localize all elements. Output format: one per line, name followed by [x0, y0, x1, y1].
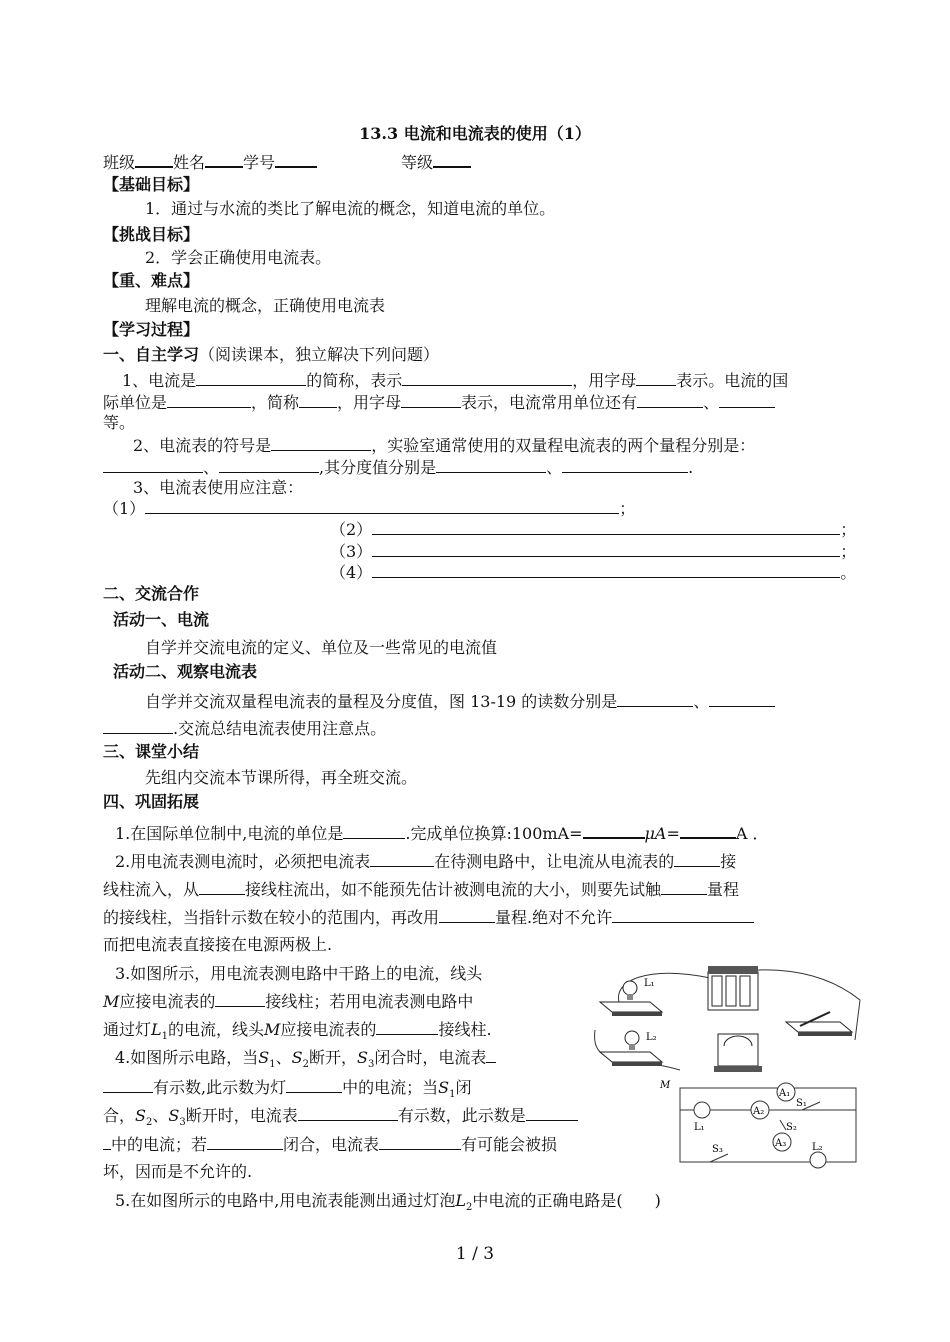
q1-line1: 1、电流是 的简称，表示 ，用字母 表示。电流的国 — [122, 371, 789, 390]
problem-3-line1: 3.如图所示，用电流表测电路中干路上的电流，线头 — [115, 964, 483, 983]
problem-3-line2: M应接电流表的 接线柱；若用电流表测电路中 — [103, 992, 474, 1011]
q2-line1: 2、电流表的符号是 ，实验室通常使用的双量程电流表的两个量程分别是： — [133, 436, 756, 455]
fig-label-m: M — [660, 1080, 671, 1091]
switch-board-icon — [786, 1012, 852, 1036]
fig-label-s1: S₁ — [796, 1098, 807, 1109]
battery-icon — [708, 966, 758, 1010]
part3-heading: 三、课堂小结 — [103, 742, 200, 761]
process-heading: 【学习过程】 — [103, 320, 200, 339]
problem-3-line3: 通过灯$L_1$的电流，线头M应接电流表的 接线柱. — [103, 1020, 492, 1043]
fig-label-l1-schematic: L₁ — [694, 1122, 705, 1133]
challenge-goal-item: 2．学会正确使用电流表。 — [145, 248, 332, 267]
fig-label-l2: L₂ — [646, 1032, 657, 1043]
basic-goal-item: 1．通过与水流的类比了解电流的概念，知道电流的单位。 — [145, 199, 556, 218]
problem-2-line1: 2.用电流表测电流时，必须把电流表 在待测电路中，让电流从电流表的 接 — [115, 852, 737, 871]
part3-text: 先组内交流本节课所得，再全班交流。 — [145, 768, 418, 787]
part1-heading: 一、自主学习（阅读课本，独立解决下列问题） — [103, 345, 440, 364]
q1-line2: 际单位是 ，简称 ，用字母 表示，电流常用单位还有 、 — [103, 391, 775, 414]
activity1-heading: 活动一、电流 — [113, 610, 210, 629]
schematic-diagram — [680, 1088, 856, 1162]
q2-line2: 、 ,其分度值分别是 、 . — [103, 456, 693, 479]
activity2-line2: .交流总结电流表使用注意点。 — [103, 717, 386, 740]
note-3: （3） ； — [330, 542, 857, 561]
note-1: （1） ； — [103, 499, 636, 518]
key-points-heading: 【重、难点】 — [103, 271, 200, 290]
problem-2-line3: 的接线柱，当指针示数在较小的范围内，再改用 量程.绝对不允许 — [103, 906, 754, 929]
problem-4-line1: 4.如图所示电路，当$S_1$、$S_2$断开，$S_3$闭合时，电流表 — [115, 1046, 496, 1076]
key-points-item: 理解电流的概念，正确使用电流表 — [145, 296, 386, 315]
note-4: （4） 。 — [330, 563, 857, 582]
fig-label-a2: A₂ — [753, 1106, 765, 1117]
fig-label-a1: A₁ — [779, 1088, 791, 1099]
problem-2-line4: 而把电流表直接接在电源两极上. — [103, 935, 333, 954]
activity1-text: 自学并交流电流的定义、单位及一些常见的电流值 — [145, 638, 498, 657]
basic-goal-heading: 【基础目标】 — [103, 175, 200, 194]
ammeter-device-icon — [714, 1034, 762, 1072]
fig-label-s3: S₃ — [712, 1144, 723, 1155]
note-2: （2） ； — [330, 520, 857, 539]
q3: 3、电流表使用应注意： — [133, 478, 304, 497]
lamp-l1-symbol-icon — [694, 1102, 710, 1118]
part2-heading: 二、交流合作 — [103, 584, 200, 603]
q1-line3: 等。 — [103, 413, 136, 432]
problem-4-line5: 坏，因而是不允许的. — [103, 1162, 253, 1181]
fig-label-l1: L₁ — [644, 978, 655, 989]
page-number: 1 / 3 — [455, 1244, 495, 1264]
problem-4-line4: 中的电流；若 闭合，电流表 有可能会被损 — [103, 1133, 557, 1156]
part4-heading: 四、巩固拓展 — [103, 792, 200, 811]
page-title: 13.3 电流和电流表的使用（1） — [359, 124, 591, 143]
lamp-l2-board-icon — [600, 1031, 662, 1066]
problem-1: 1.在国际单位制中,电流的单位是 .完成单位换算:100mA= μA= A ． — [115, 821, 769, 845]
problem-5: 5.在如图所示的电路中,用电流表能测出通过灯泡$L_2$中电流的正确电路是( ) — [115, 1191, 661, 1214]
switch-s3-icon — [710, 1154, 728, 1162]
fig-label-a3: A₃ — [775, 1138, 787, 1149]
lamp-l1-board-icon — [600, 978, 662, 1016]
fig-label-s2: S₂ — [786, 1122, 797, 1133]
fig-label-l2-schematic: L₂ — [812, 1142, 823, 1153]
problem-4-line2: 有示数,此示数为灯 中的电流；当$S_1$闭 — [103, 1076, 471, 1106]
circuit-figure — [590, 960, 868, 1170]
challenge-goal-heading: 【挑战目标】 — [103, 225, 200, 244]
header-line: 班级 姓名 学号 等级 — [103, 150, 471, 174]
activity2-heading: 活动二、观察电流表 — [113, 662, 258, 681]
problem-4-line3: 合，$S_2$、$S_3$断开时，电流表 有示数，此示数是 — [103, 1104, 578, 1134]
activity2-line1: 自学并交流双量程电流表的量程及分度值，图 13-19 的读数分别是 、 — [145, 690, 775, 713]
lamp-l2-symbol-icon — [810, 1152, 826, 1168]
problem-2-line2: 线柱流入，从 接线柱流出，如不能预先估计被测电流的大小，则要先试触 量程 — [103, 880, 740, 899]
